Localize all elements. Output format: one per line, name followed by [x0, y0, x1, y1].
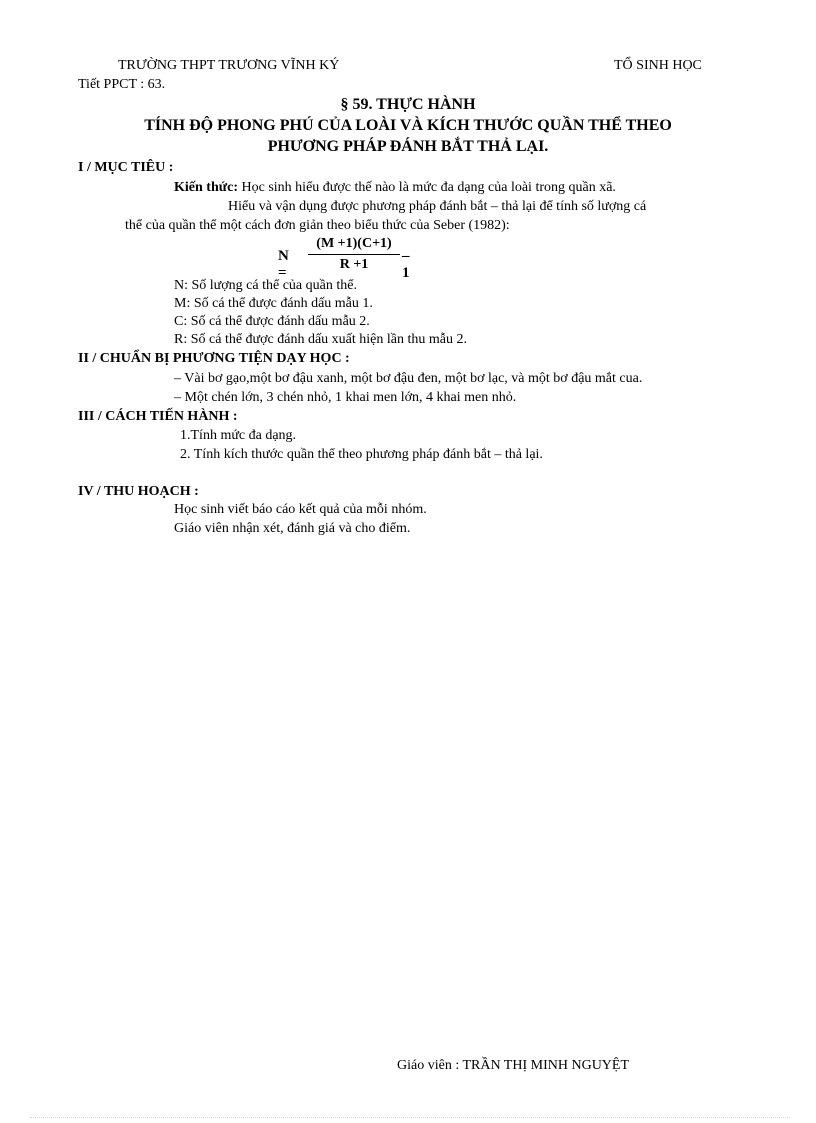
harvest-item-2: Giáo viên nhận xét, đánh giá và cho điểm.: [174, 521, 411, 536]
knowledge-text: Học sinh hiểu được thế nào là mức đa dạng của loài trong quần xã.: [238, 180, 616, 195]
formula-fraction: [308, 236, 400, 273]
definition-m: M: Số cá thể được đánh dấu mẫu 1.: [174, 296, 373, 311]
title-line-3: PHƯƠNG PHÁP ĐÁNH BẮT THẢ LẠI.: [267, 138, 549, 155]
title-line-2: TÍNH ĐỘ PHONG PHÚ CỦA LOÀI VÀ KÍCH THƯỚC QUẦN THỂ THEO: [144, 117, 672, 134]
procedure-step-1: 1.Tính mức đa dạng.: [180, 428, 297, 443]
objective-line-3: thể của quần thể một cách đơn giản theo biểu thức của Seber (1982):: [125, 218, 510, 233]
formula-denominator: R +1: [339, 257, 369, 272]
section-1-heading: I / MỤC TIÊU :: [78, 160, 174, 175]
formula-numerator: (M +1)(C+1): [316, 236, 392, 251]
definition-n: N: Số lượng cá thể của quần thể.: [174, 278, 357, 293]
formula-tail: –1: [402, 248, 410, 281]
definition-c: C: Số cá thể được đánh dấu mẫu 2.: [174, 314, 370, 329]
materials-item-2: – Một chén lớn, 3 chén nhỏ, 1 khai men lớn, 4 khai men nhỏ.: [174, 390, 517, 405]
section-4-heading: IV / THU HOẠCH :: [78, 484, 199, 499]
fraction-bar: [308, 254, 400, 255]
formula-lhs: N =: [278, 248, 289, 281]
department-name: TỔ SINH HỌC: [614, 58, 702, 73]
knowledge-label: Kiến thức:: [174, 180, 239, 195]
procedure-step-2: 2. Tính kích thước quần thể theo phương pháp đánh bắt – thả lại.: [180, 447, 543, 462]
knowledge-line: [174, 180, 616, 196]
teacher-signature: Giáo viên : TRẦN THỊ MINH NGUYỆT: [397, 1058, 630, 1073]
harvest-item-1: Học sinh viết báo cáo kết quả của mỗi nhóm.: [174, 502, 427, 517]
page-bottom-divider: [30, 1117, 790, 1118]
section-2-heading: II / CHUẨN BỊ PHƯƠNG TIỆN DẠY HỌC :: [78, 351, 350, 366]
section-3-heading: III / CÁCH TIẾN HÀNH :: [78, 409, 238, 424]
school-name: TRƯỜNG THPT TRƯƠNG VĨNH KÝ: [118, 58, 340, 73]
materials-item-1: – Vài bơ gạo,một bơ đậu xanh, một bơ đậu đen, một bơ lạc, và một bơ đậu mắt cua.: [174, 371, 643, 386]
title-line-1: § 59. THỰC HÀNH: [340, 96, 476, 113]
objective-line-2: Hiểu và vận dụng được phương pháp đánh bắt – thả lại để tính số lượng cá: [228, 199, 647, 214]
lesson-number: Tiết PPCT : 63.: [78, 77, 166, 92]
definition-r: R: Số cá thể được đánh dấu xuất hiện lần thu mẫu 2.: [174, 332, 467, 347]
